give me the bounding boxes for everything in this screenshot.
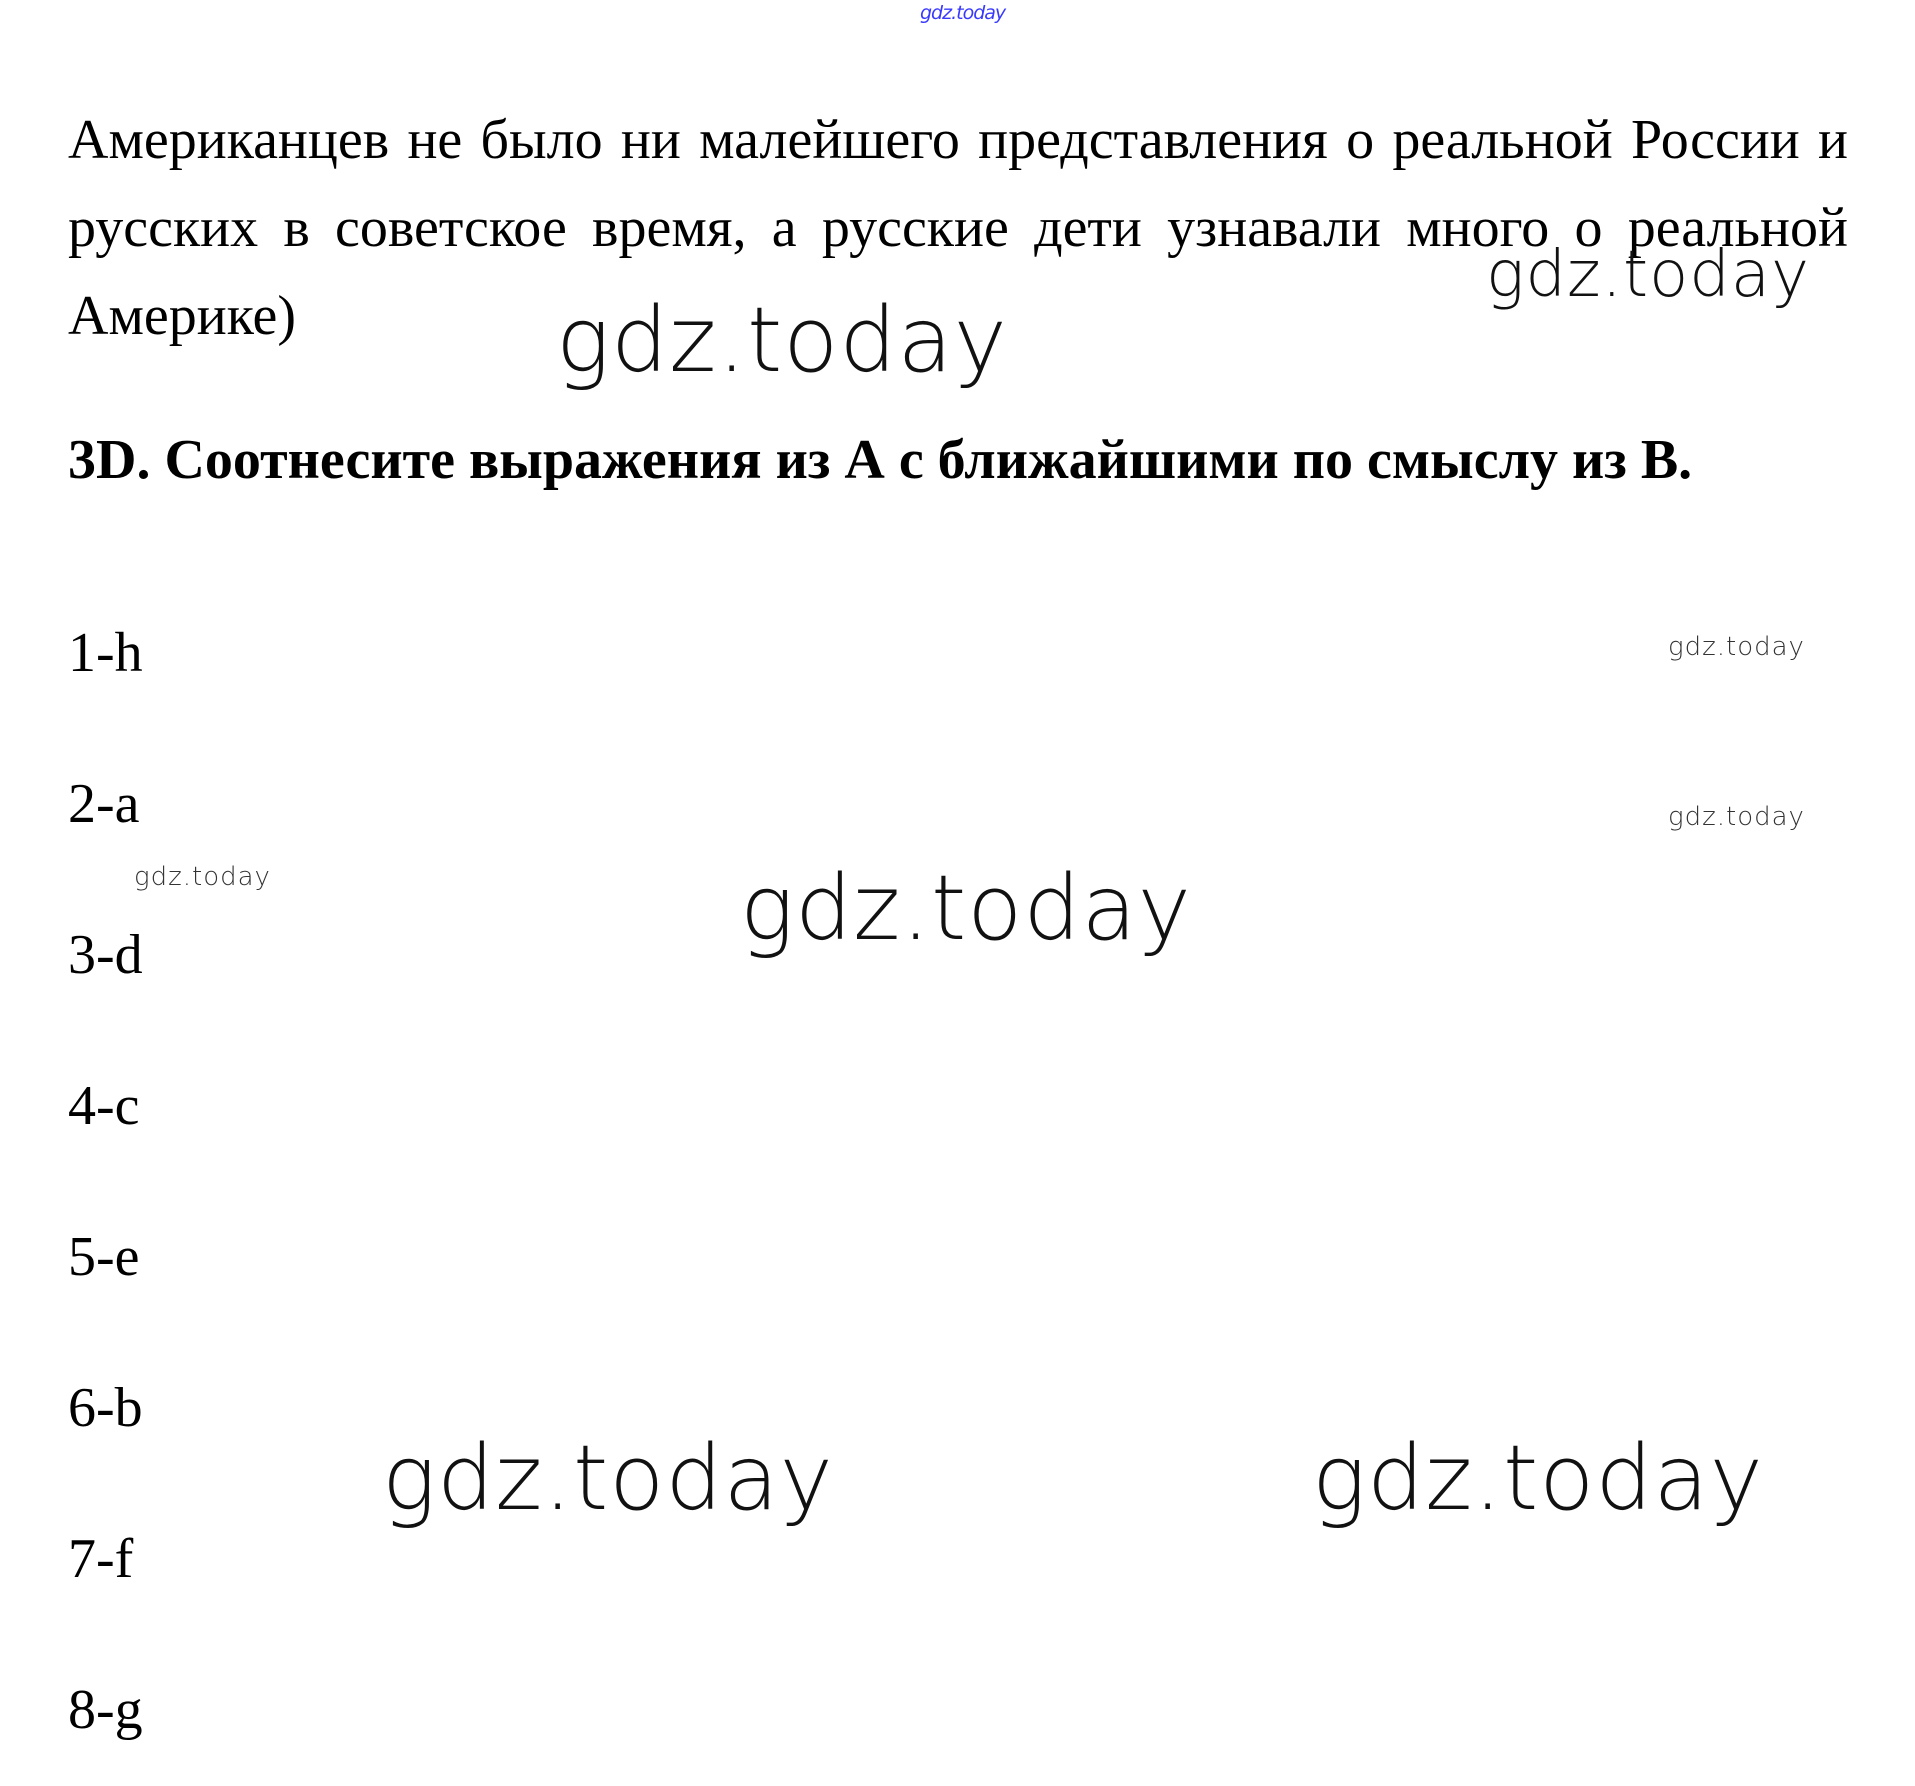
watermark: gdz.today (1668, 802, 1805, 832)
answer-item: 6-b (68, 1377, 143, 1439)
exercise-heading: 3D. Соотнесите выражения из А с ближайшими по смыслу из В. (68, 429, 1693, 491)
watermark: gdz.today (1668, 632, 1805, 662)
answer-item: 1-h (68, 622, 143, 684)
answer-item: 7-f (68, 1528, 134, 1590)
watermark: gdz.today (1312, 1426, 1764, 1531)
answer-list (68, 578, 143, 1786)
answer-item: 2-a (68, 773, 140, 835)
watermark: gdz.today (1486, 238, 1810, 312)
answer-item: 8-g (68, 1679, 143, 1741)
watermark: gdz.today (556, 288, 1008, 393)
watermark: gdz.today (740, 856, 1192, 961)
watermark: gdz.today (382, 1426, 834, 1531)
top-watermark: gdz.today (920, 2, 1006, 24)
watermark: gdz.today (134, 862, 271, 892)
answer-item: 4-c (68, 1075, 140, 1137)
answer-item: 3-d (68, 924, 143, 986)
answer-item: 5-e (68, 1226, 140, 1288)
continuation-paragraph: Американцев не было ни малейшего представления о реальной России и русских в советское время, а русские дети узнавали много о реальной Америке) (68, 109, 1848, 347)
